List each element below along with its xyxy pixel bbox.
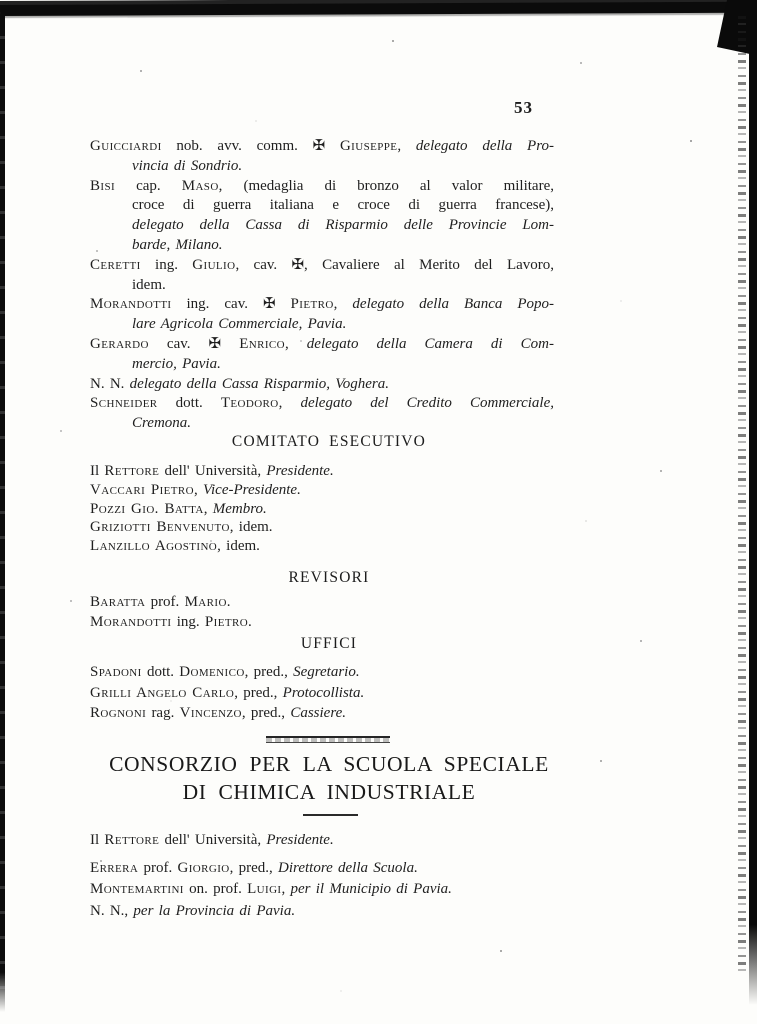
- text-segment: mercio, Pavia.: [132, 355, 221, 372]
- consorzio-president-line: [90, 830, 554, 850]
- consorzio-members-list: [90, 858, 554, 922]
- text-segment: Cassiere.: [290, 705, 347, 721]
- text-segment: delegato della Cassa di Risparmio delle Provincie Lom-: [132, 217, 554, 234]
- text-segment: .: [226, 594, 231, 610]
- text-segment: , idem.: [217, 538, 260, 555]
- text-segment: Griziotti Benvenuto: [90, 519, 230, 536]
- text-line: [90, 703, 554, 724]
- text-segment: Morandotti: [90, 614, 172, 630]
- comitato-members-list: [90, 462, 554, 556]
- text-line: [90, 462, 554, 481]
- text-segment: Pozzi Gio. Batta: [90, 500, 204, 517]
- text-segment: ing. cav. ✠: [171, 296, 291, 313]
- text-segment: barde, Milano.: [132, 236, 223, 253]
- text-segment: dell' Università,: [159, 463, 267, 479]
- text-segment: Pietro: [290, 296, 334, 313]
- text-line: [90, 355, 554, 375]
- text-segment: Protocollista.: [282, 684, 365, 701]
- section-divider-rule: [266, 736, 390, 743]
- text-segment: Rettore: [104, 832, 160, 848]
- text-segment: prof.: [145, 594, 185, 610]
- heading-revisori: REVISORI: [288, 569, 370, 586]
- text-line: [90, 683, 554, 704]
- text-segment: Giorgio: [177, 860, 230, 876]
- text-segment: Montemartini: [90, 881, 184, 898]
- text-segment: N. N.,: [90, 902, 134, 919]
- page-number: 53: [514, 98, 533, 117]
- text-segment: dott.: [157, 395, 221, 412]
- heading-comitato-esecutivo: COMITATO ESECUTIVO: [231, 433, 427, 450]
- scan-noise-specks: [0, 0, 2, 2]
- delegates-list: [90, 137, 554, 434]
- text-segment: ing.: [140, 256, 193, 273]
- text-segment: ,: [193, 481, 203, 498]
- heading-consorzio-line2: DI CHIMICA INDUSTRIALE: [182, 779, 476, 804]
- text-segment: croce di guerra italiana e croce di guerra francese),: [132, 197, 554, 214]
- text-segment: , cav. ✠, Cavaliere al Merito del Lavoro,: [235, 256, 555, 273]
- text-segment: lare Agricola Commerciale, Pavia.: [132, 316, 347, 333]
- text-line: [90, 414, 554, 434]
- text-line: [90, 901, 554, 922]
- text-segment: Il: [90, 463, 105, 479]
- text-segment: Presidente.: [266, 463, 334, 479]
- text-segment: Maso: [181, 177, 219, 194]
- text-line: [90, 612, 554, 632]
- text-line: [90, 481, 554, 500]
- text-segment: Spadoni: [90, 664, 142, 680]
- text-line: [90, 518, 554, 537]
- text-segment: Domenico: [179, 664, 245, 680]
- text-line: [90, 315, 554, 335]
- text-line: [90, 662, 554, 683]
- scan-edge-top: [0, 2, 757, 16]
- text-segment: per la Provincia di Pavia.: [133, 902, 296, 919]
- text-line: [90, 537, 554, 556]
- text-segment: vincia di Sondrio.: [132, 157, 243, 174]
- text-segment: ing.: [171, 614, 205, 630]
- text-segment: ,: [278, 395, 301, 412]
- text-segment: , (medaglia di bronzo al valor militare,: [218, 177, 554, 194]
- text-segment: Cremona.: [132, 415, 192, 432]
- text-line: [90, 295, 554, 315]
- text-segment: idem.: [132, 276, 166, 293]
- text-segment: delegato del Credito Commerciale,: [300, 395, 554, 412]
- text-line: [90, 858, 554, 879]
- text-line: [90, 276, 554, 296]
- text-segment: Gerardo: [90, 335, 149, 352]
- text-segment: Enrico: [239, 335, 285, 352]
- text-line: [90, 196, 554, 216]
- text-segment: on. prof.: [183, 881, 248, 898]
- text-segment: Il: [90, 832, 105, 848]
- text-segment: Giulio: [192, 256, 236, 273]
- text-segment: dell' Università,: [159, 832, 267, 848]
- text-line: [90, 592, 554, 612]
- text-segment: Bisi: [90, 177, 116, 194]
- text-segment: delegato della Pro-: [415, 138, 554, 154]
- text-segment: N. N.: [90, 375, 130, 392]
- text-segment: Lanzillo Agostino: [90, 538, 218, 555]
- text-segment: , pred.,: [241, 705, 291, 721]
- text-line: [90, 256, 554, 276]
- text-segment: per il Municipio di Pavia.: [290, 881, 452, 898]
- text-segment: ,: [397, 138, 416, 154]
- text-segment: ,: [333, 296, 353, 313]
- text-line: [90, 177, 554, 197]
- text-segment: ,: [281, 881, 291, 898]
- text-line: [90, 879, 554, 900]
- text-segment: delegato della Camera di Com-: [306, 335, 554, 352]
- text-segment: Membro.: [212, 500, 267, 517]
- text-segment: Segretario.: [293, 664, 360, 680]
- text-segment: cav. ✠: [148, 335, 240, 352]
- text-segment: , pred.,: [234, 684, 283, 701]
- text-segment: ,: [284, 335, 307, 352]
- text-segment: rag.: [146, 705, 180, 721]
- text-segment: delegato della Banca Popo-: [352, 296, 555, 313]
- scan-edge-right: [749, 0, 757, 1005]
- text-segment: Baratta: [90, 594, 146, 610]
- uffici-members-list: [90, 662, 554, 724]
- text-line: [90, 375, 554, 395]
- text-line: [90, 216, 554, 236]
- text-segment: Rettore: [104, 463, 160, 479]
- scan-edge-right-texture: [738, 16, 746, 976]
- text-segment: Luigi: [247, 881, 282, 898]
- text-segment: Grilli Angelo Carlo: [90, 684, 235, 701]
- heading-uffici: UFFICI: [300, 635, 358, 652]
- text-segment: .: [248, 614, 252, 630]
- heading-consorzio: [97, 751, 561, 806]
- text-segment: Morandotti: [90, 296, 172, 313]
- text-line: [90, 500, 554, 519]
- text-line: [90, 157, 554, 177]
- text-line: [90, 335, 554, 355]
- text-segment: Vaccari Pietro: [90, 481, 194, 498]
- text-segment: , pred.,: [229, 860, 279, 876]
- text-segment: delegato della Cassa Risparmio, Voghera.: [129, 375, 389, 392]
- text-segment: Teodoro: [220, 395, 279, 412]
- text-segment: Direttore della Scuola.: [278, 860, 418, 876]
- revisori-members-list: [90, 592, 554, 632]
- text-segment: dott.: [141, 664, 180, 680]
- text-segment: Giuseppe: [339, 138, 398, 154]
- text-segment: Pietro: [204, 614, 249, 630]
- text-segment: Ceretti: [90, 256, 141, 273]
- text-segment: prof.: [138, 860, 178, 876]
- text-segment: , idem.: [229, 519, 273, 536]
- text-segment: Guicciardi: [90, 138, 162, 154]
- text-segment: Mario: [184, 594, 227, 610]
- text-segment: Vincenzo: [179, 705, 242, 721]
- text-segment: cap.: [115, 177, 182, 194]
- text-line: [90, 236, 554, 256]
- text-segment: nob. avv. comm. ✠: [161, 138, 340, 154]
- text-segment: Rognoni: [90, 705, 147, 721]
- text-segment: Errera: [90, 860, 139, 876]
- text-line: [90, 394, 554, 414]
- text-segment: Vice-Presidente.: [202, 481, 301, 498]
- heading-consorzio-line1: CONSORZIO PER LA SCUOLA SPECIALE: [109, 752, 549, 776]
- text-segment: Presidente.: [266, 832, 334, 848]
- text-line: [90, 137, 554, 157]
- text-segment: ,: [203, 500, 213, 517]
- scan-edge-left: [0, 14, 5, 1012]
- text-segment: Schneider: [90, 395, 158, 412]
- heading-underline-rule: [303, 814, 358, 816]
- text-line: [90, 830, 554, 850]
- text-segment: , pred.,: [244, 664, 294, 680]
